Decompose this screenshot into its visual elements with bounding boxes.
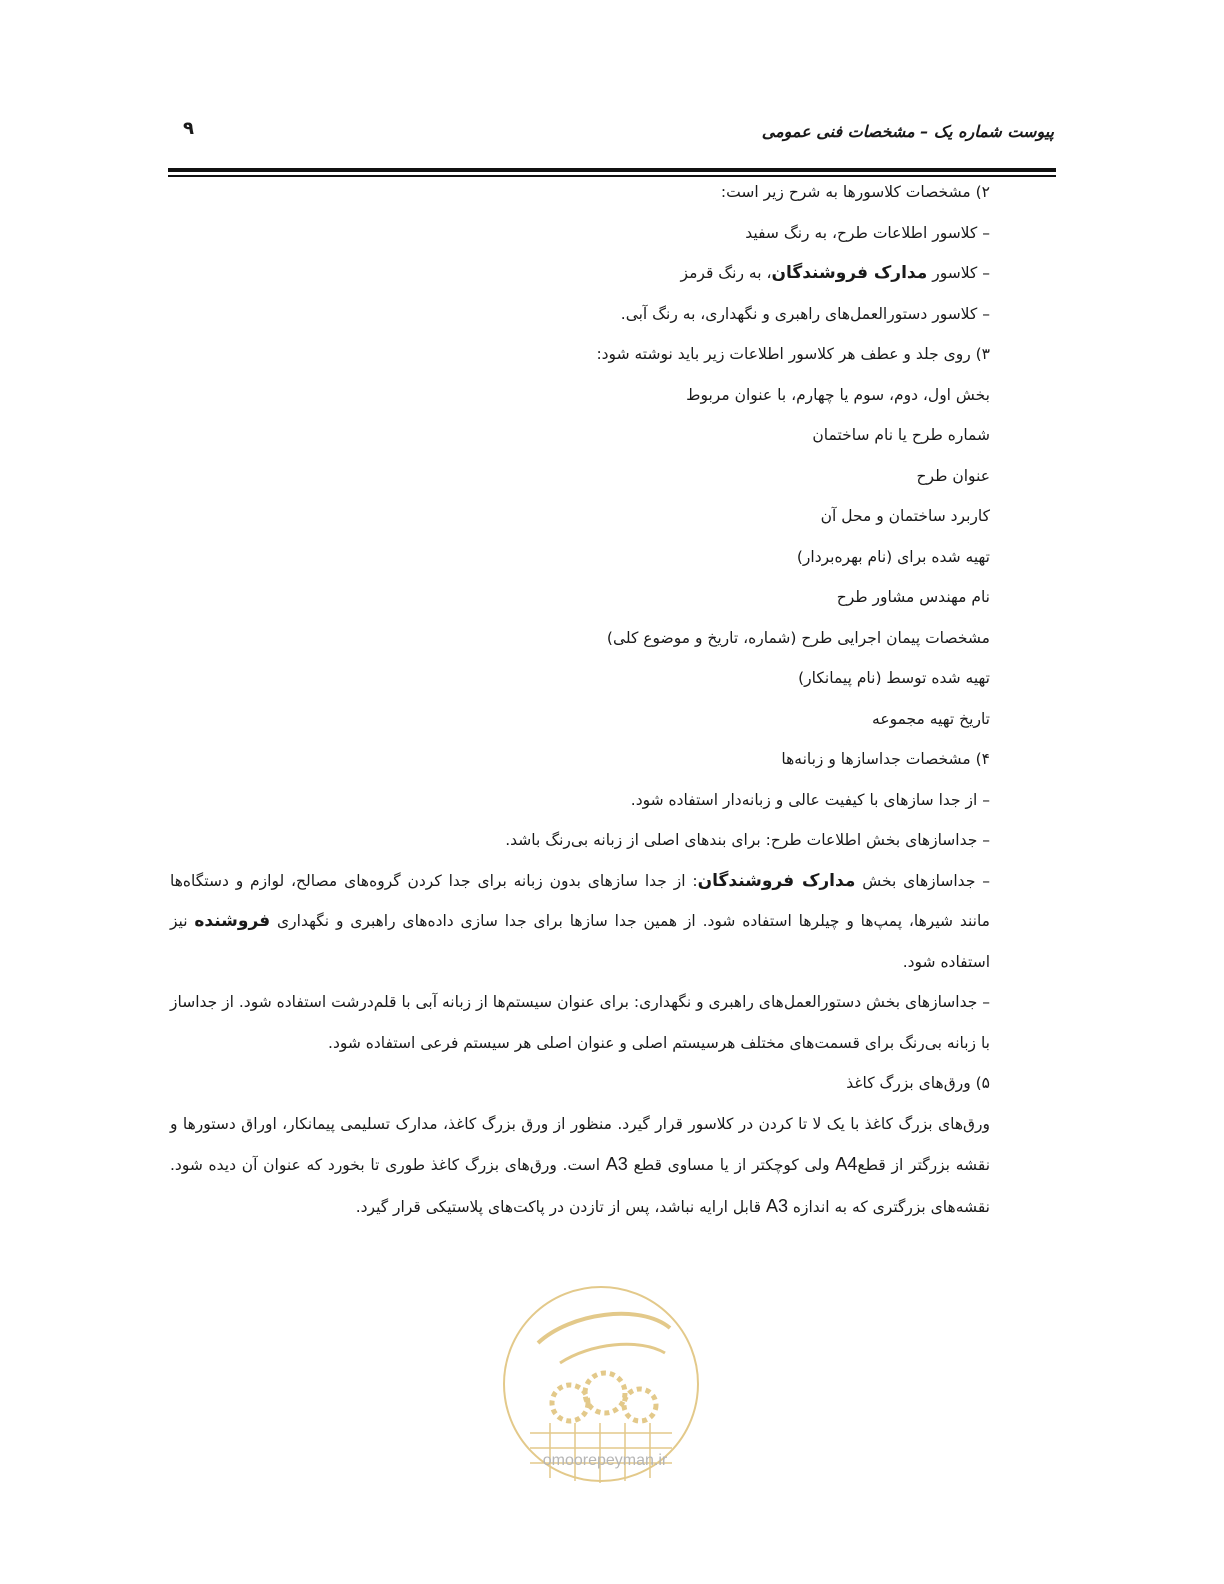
bold-term: فروشنده (194, 911, 271, 931)
binder-blue-line: – کلاسور دستورالعمل‌های راهبری و نگهداری، به رنگ آبی. (620, 304, 990, 323)
text-run: است. ورق‌های بزرگ کاغذ طوری تا بخورد که عنوان آن دیده شود. نقشه‌های بزرگتری که به اندازه (170, 1156, 990, 1216)
text-run: قابل ارایه نباشد، پس از تازدن در پاکت‌های پلاستیکی قرار گیرد. (355, 1197, 766, 1216)
text-run: ولی کوچکتر از یا مساوی قطع (627, 1156, 836, 1174)
watermark-url: omoorepeyman.ir (542, 1452, 668, 1469)
document-body (170, 172, 990, 1227)
text-run: – جداسازهای بخش (855, 871, 990, 890)
dividers-manual-paragraph: – جداسازهای بخش دستورالعمل‌های راهبری و نگهداری: برای عنوان سیستم‌ها از زبانه آبی با قلم‌درشت استفاده شود. از جداساز با زبانه بی‌رنگ برای قسمت‌های مختلف هرسیستم اصلی و عنوان اصلی هر سیستم فرعی استفاده شود. (170, 993, 990, 1052)
binder-white-line: – کلاسور اطلاعات طرح، به رنگ سفید (745, 223, 990, 242)
list-item: نام مهندس مشاور طرح (836, 588, 990, 606)
list-item: کاربرد ساختمان و محل آن (820, 507, 990, 525)
item-5-heading: ۵) ورق‌های بزرگ کاغذ (846, 1074, 990, 1092)
paper-size-a3: A3 (765, 1195, 788, 1216)
text-run: – کلاسور (927, 264, 990, 282)
dividers-quality-line: – از جدا سازهای با کیفیت عالی و زبانه‌دار استفاده شود. (630, 790, 990, 809)
text-run: ورق‌های بزرگ کاغذ با یک لا تا کردن در کلاسور قرار گیرد. منظور از ورق بزرگ کاغذ، مدارک تسلیمی پیمانکار، اوراق دستورها و نقشه بزرگتر از قطع (170, 1114, 991, 1174)
page-number: ۹ (183, 118, 194, 139)
list-item: بخش اول، دوم، سوم یا چهارم، با عنوان مربوط (686, 385, 990, 404)
item-3-heading: ۳) روی جلد و عطف هر کلاسور اطلاعات زیر باید نوشته شود: (596, 345, 990, 363)
list-item: تهیه شده توسط (نام پیمانکار) (798, 669, 990, 687)
item-2-heading: ۲) مشخصات کلاسورها به شرح زیر است: (720, 183, 990, 201)
paper-size-a3: A3 (605, 1154, 628, 1174)
paper-size-a4: A4 (835, 1154, 858, 1174)
large-sheets-paragraph (170, 1104, 990, 1228)
text-run: ، به رنگ قرمز (680, 264, 772, 282)
text-run: نیز استفاده شود. (170, 912, 990, 971)
item-4-heading: ۴) مشخصات جداسازها و زبانه‌ها (781, 750, 990, 768)
header-title: پیوست شماره یک – مشخصات فنی عمومی (761, 122, 1054, 141)
binder-red-line (170, 253, 990, 294)
text-run: : از جدا سازهای بدون زبانه برای جدا کردن گروه‌های مصالح، لوازم و دستگاه‌ها مانند شیرها، پمپ‌ها و چیلرها استفاده شود. از همین جدا سازها برای جدا سازی داده‌های راهبری و نگهداری (170, 871, 990, 930)
list-item: تهیه شده برای (نام بهره‌بردار) (796, 547, 990, 566)
dividers-vendor-paragraph (170, 861, 990, 983)
bold-term: مدارک فروشندگان (697, 870, 856, 891)
list-item: عنوان طرح (916, 466, 990, 485)
bold-term: مدارک فروشندگان (771, 263, 928, 283)
list-item: شماره طرح یا نام ساختمان (812, 426, 990, 444)
list-item: مشخصات پیمان اجرایی طرح (شماره، تاریخ و موضوع کلی) (606, 628, 990, 647)
dividers-info-line: – جداسازهای بخش اطلاعات طرح: برای بندهای اصلی از زبانه بی‌رنگ باشد. (505, 831, 990, 849)
list-item: تاریخ تهیه مجموعه (872, 709, 990, 728)
